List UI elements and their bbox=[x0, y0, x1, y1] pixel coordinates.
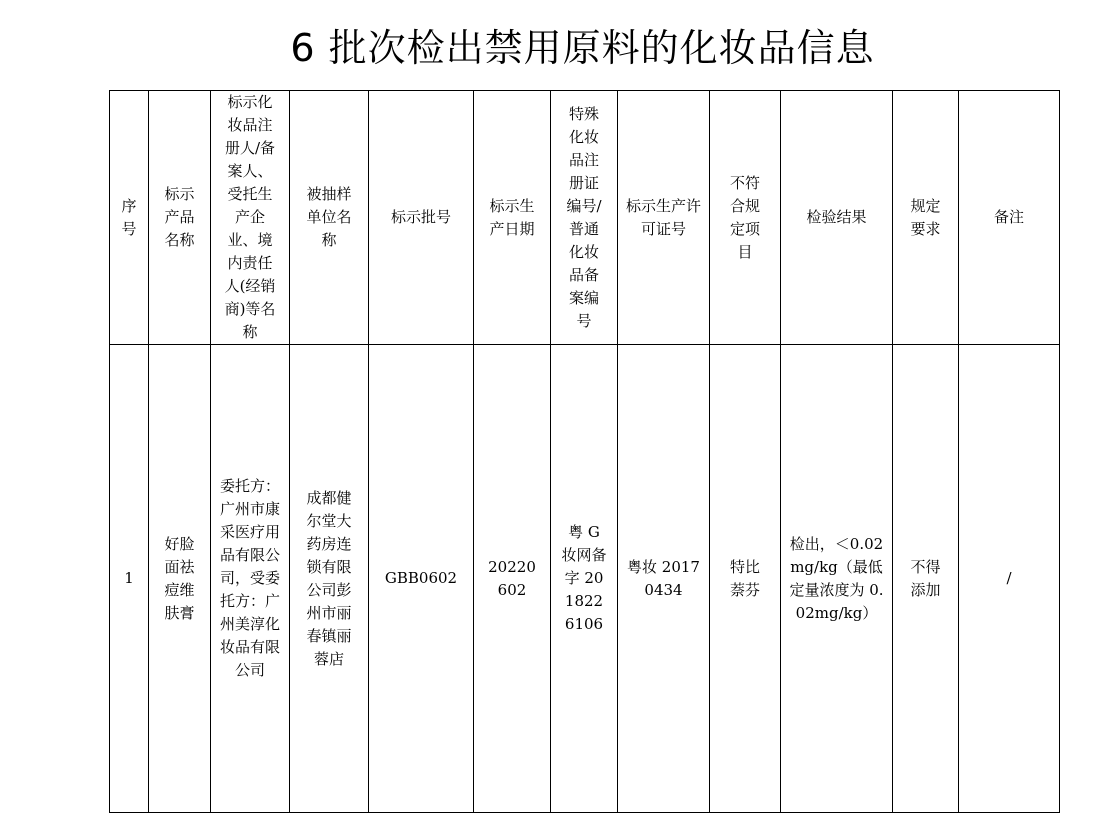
header-license-no: 标示生产许可证号 bbox=[618, 91, 710, 345]
cell-index: 1 bbox=[110, 345, 149, 813]
cell-production-date: 20220602 bbox=[474, 345, 551, 813]
cell-batch-no: GBB0602 bbox=[369, 345, 474, 813]
cell-requirement: 不得添加 bbox=[893, 345, 959, 813]
header-sampled-unit: 被抽样单位名称 bbox=[290, 91, 369, 345]
header-index: 序号 bbox=[110, 91, 149, 345]
header-nonconforming-item: 不符合规定项目 bbox=[710, 91, 781, 345]
cell-product-name: 好脸面祛痘维肤膏 bbox=[149, 345, 211, 813]
header-remark: 备注 bbox=[959, 91, 1060, 345]
inspection-table bbox=[109, 90, 1060, 813]
header-batch-no: 标示批号 bbox=[369, 91, 474, 345]
header-production-date: 标示生产日期 bbox=[474, 91, 551, 345]
header-product-name: 标示产品名称 bbox=[149, 91, 211, 345]
cell-nonconforming-item: 特比萘芬 bbox=[710, 345, 781, 813]
page-title: 6 批次检出禁用原料的化妆品信息 bbox=[290, 26, 875, 70]
cell-sampled-unit: 成都健尔堂大药房连锁有限公司彭州市丽春镇丽蓉店 bbox=[290, 345, 369, 813]
cell-license-no: 粤妆 20170434 bbox=[618, 345, 710, 813]
header-registrant: 标示化妆品注册人/备案人、受托生产企业、境内责任人(经销商)等名称 bbox=[211, 91, 290, 345]
table-header-row bbox=[110, 91, 1060, 345]
header-test-result: 检验结果 bbox=[781, 91, 893, 345]
table-row bbox=[110, 345, 1060, 813]
cell-registration-no: 粤 G 妆网备字 2018226106 bbox=[551, 345, 618, 813]
cell-remark: / bbox=[959, 345, 1060, 813]
header-requirement: 规定要求 bbox=[893, 91, 959, 345]
cell-registrant: 委托方：广州市康采医疗用品有限公司，受委托方：广州美淳化妆品有限公司 bbox=[211, 345, 290, 813]
header-registration-no: 特殊化妆品注册证编号/普通化妆品备案编号 bbox=[551, 91, 618, 345]
cell-test-result: 检出，＜0.02mg/kg（最低定量浓度为 0.02mg/kg） bbox=[781, 345, 893, 813]
